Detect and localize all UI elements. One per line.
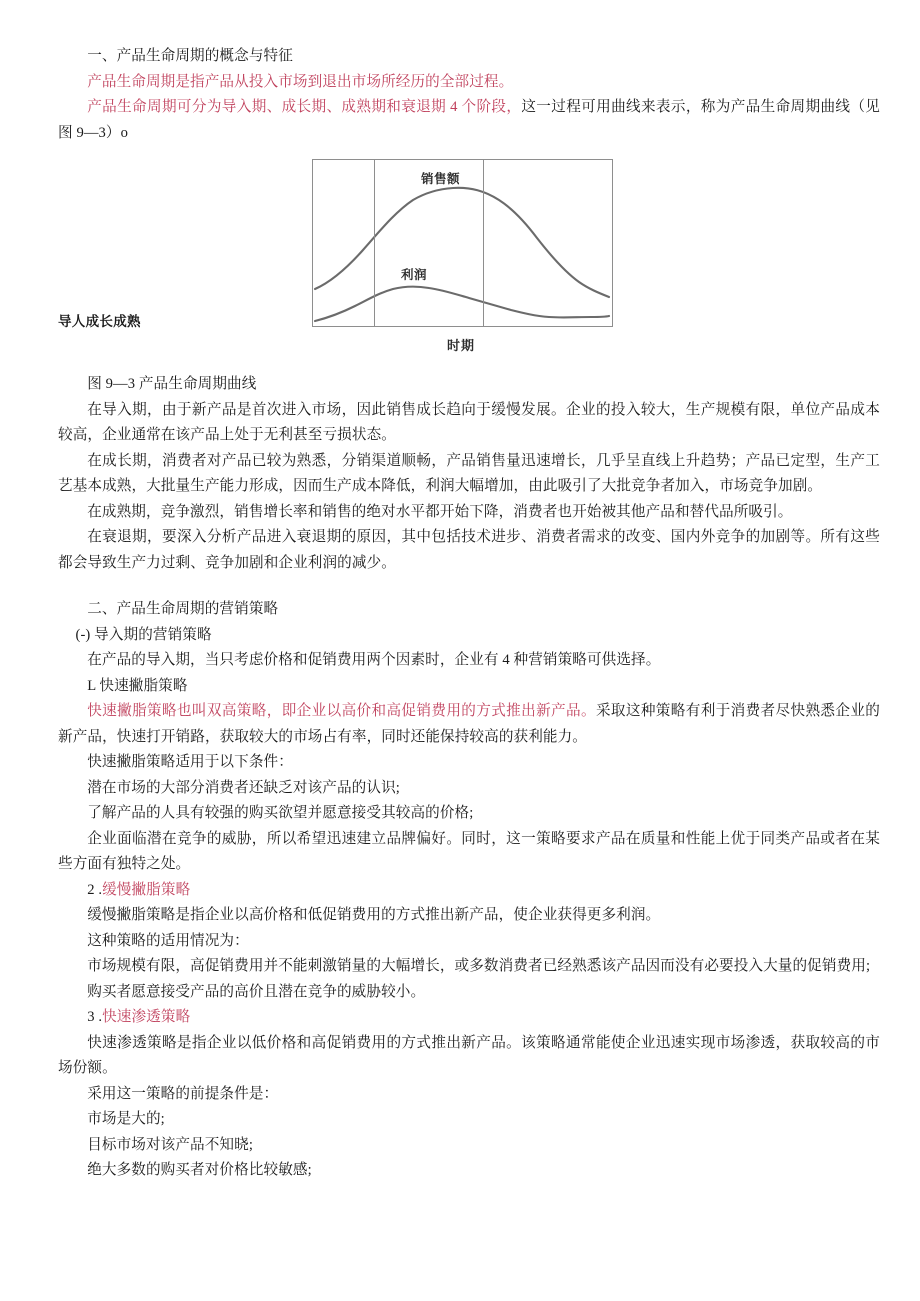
- strategy-2-title: 缓慢撇脂策略: [102, 881, 191, 898]
- strategy-3-heading: [58, 1005, 880, 1031]
- paragraph-stages-black: 这一过程可用曲线来表示，称为产品生命周期曲线（见图 9—3）o: [58, 99, 880, 141]
- chart-plot-area: [312, 159, 613, 327]
- strategy-2-description: 缓慢撇脂策略是指企业以高价格和低促销费用的方式推出新产品，使企业获得更多利润。: [87, 907, 661, 923]
- paragraph-definition: 产品生命周期是指产品从投入市场到退出市场所经历的全部过程。: [87, 73, 514, 90]
- section-heading-2: 二、产品生命周期的营销策略: [87, 601, 279, 617]
- stage-divider-1: [374, 160, 375, 326]
- strategy-2-heading: [58, 878, 880, 904]
- strategy-1-condition-1: 潜在市场的大部分消费者还缺乏对该产品的认识;: [87, 779, 400, 796]
- paragraph-maturity-stage: 在成熟期，竞争激烈，销售增长率和销售的绝对水平都开始下降，消费者也开始被其他产品和替代品所吸引。: [87, 503, 793, 520]
- strategy-2-conditions-lead: 这种策略的适用情况为：: [87, 932, 249, 949]
- paragraph-growth-stage: 在成长期，消费者对产品已较为熟悉，分销渠道顺畅，产品销售量迅速增长，几乎呈直线上升趋势；产品已定型，生产工艺基本成熟，大批量生产能力形成，因而生产成本降低，利润大幅增加，由此吸引了大批竞争者加入，市场竞争加剧。: [58, 452, 880, 494]
- strategy-3-description: 快速渗透策略是指企业以低价格和高促销费用的方式推出新产品。该策略通常能使企业迅速实现市场渗透，获取较高的市场份额。: [58, 1034, 880, 1076]
- strategy-1-condition-2: 了解产品的人具有较强的购买欲望并愿意接受其较高的价格;: [87, 805, 474, 821]
- chart-curves: [313, 160, 611, 325]
- paragraph-stages: [58, 95, 880, 146]
- strategy-3-conditions-lead: 采用这一策略的前提条件是：: [87, 1085, 279, 1102]
- stage-divider-2: [483, 160, 484, 326]
- strategy-2-condition-1: 市场规模有限，高促销费用并不能刺激销量的大幅增长，或多数消费者已经熟悉该产品因而没有必要投入大量的促销费用;: [87, 958, 871, 974]
- strategy-3-number: 3 .: [87, 1009, 103, 1025]
- section-spacer: [58, 576, 880, 597]
- strategy-1-conditions-lead: 快速撇脂策略适用于以下条件：: [87, 754, 293, 770]
- section-heading-1: 一、产品生命周期的概念与特征: [87, 48, 293, 64]
- stage-labels: 导人成长成熟: [58, 314, 141, 330]
- strategy-1-black-text: 采取这种策略有利于消费者尽快熟悉企业的新产品，快速打开销路，获取较大的市场占有率，同时还能保持较高的获利能力。: [58, 703, 880, 745]
- sales-curve-label: 销售额: [421, 171, 461, 186]
- strategy-3-title: 快速渗透策略: [102, 1009, 191, 1025]
- sales-curve: [315, 188, 609, 297]
- strategy-1-paragraph: [58, 699, 880, 750]
- profit-curve: [315, 287, 609, 321]
- strategy-1-red-text: 快速撇脂策略也叫双高策略，即企业以高价和高促销费用的方式推出新产品。: [87, 703, 596, 719]
- paragraph-four-strategies: 在产品的导入期，当只考虑价格和促销费用两个因素时，企业有 4 种营销策略可供选择。: [87, 652, 661, 668]
- paragraph-introduction-stage: 在导入期，由于新产品是首次进入市场，因此销售成长趋向于缓慢发展。企业的投入较大，生产规模有限，单位产品成本较高，企业通常在该产品上处于无利甚至亏损状态。: [58, 401, 880, 443]
- strategy-1-condition-3: 企业面临潜在竞争的威胁，所以希望迅速建立品牌偏好。同时，这一策略要求产品在质量和性能上优于同类产品或者在某些方面有独特之处。: [58, 830, 880, 872]
- subsection-heading-1: (-) 导入期的营销策略: [75, 626, 212, 643]
- strategy-3-condition-1: 市场是大的;: [87, 1111, 165, 1127]
- strategy-2-condition-2: 购买者愿意接受产品的高价且潜在竞争的威胁较小。: [87, 983, 426, 1000]
- x-axis-label: 时期: [447, 339, 476, 354]
- strategy-1-heading: L 快速撇脂策略: [87, 677, 188, 694]
- strategy-3-condition-2: 目标市场对该产品不知晓;: [87, 1136, 253, 1153]
- strategy-3-condition-3: 绝大多数的购买者对价格比较敏感;: [87, 1162, 312, 1178]
- figure-product-life-cycle: [58, 150, 880, 372]
- strategy-2-number: 2 .: [87, 881, 103, 898]
- figure-caption: 图 9—3 产品生命周期曲线: [87, 376, 257, 392]
- paragraph-stages-red: 产品生命周期可分为导入期、成长期、成熟期和衰退期 4 个阶段，: [87, 99, 522, 115]
- profit-curve-label: 利润: [401, 267, 428, 282]
- paragraph-decline-stage: 在衰退期，要深入分析产品进入衰退期的原因，其中包括技术进步、消费者需求的改变、国内外竞争的加剧等。所有这些都会导致生产力过剩、竞争加剧和企业利润的减少。: [58, 529, 880, 571]
